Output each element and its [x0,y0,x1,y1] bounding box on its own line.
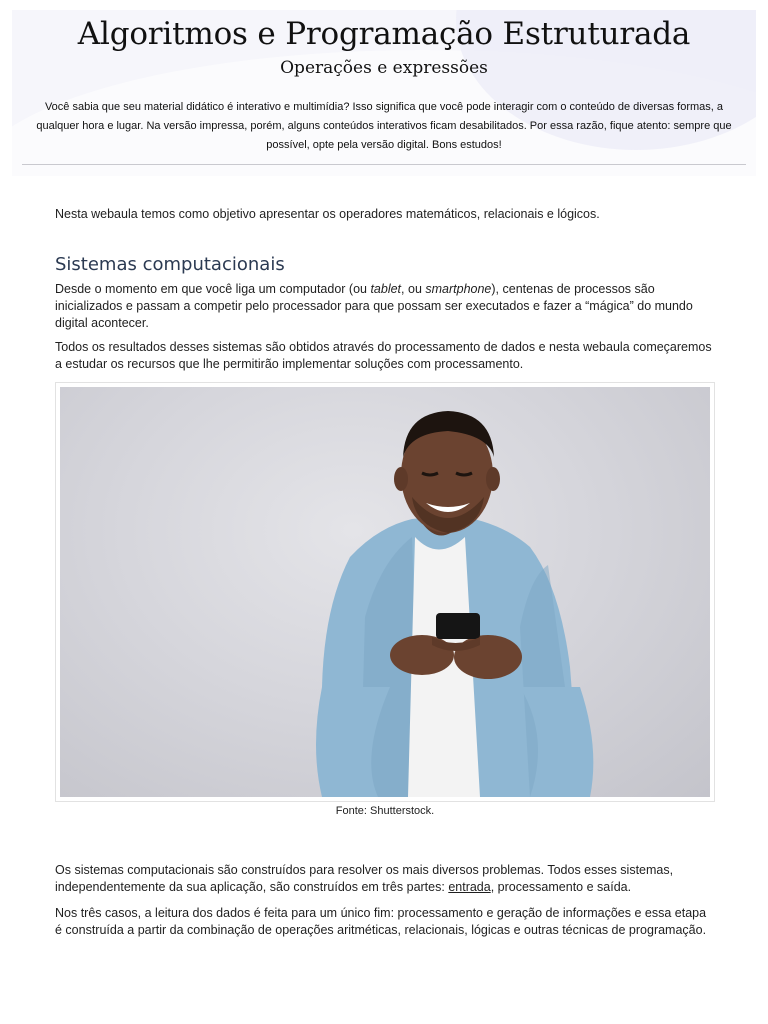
page-title: Algoritmos e Programação Estruturada [77,16,691,52]
p1-smartphone: smartphone [425,282,492,296]
photo-illustration [60,387,710,797]
objective-text: Nesta webaula temos como objetivo apresentar os operadores matemáticos, relacionais e lógicos. [55,207,600,221]
p3-part-b: , processamento e saída. [490,880,632,894]
page-subtitle: Operações e expressões [280,58,488,78]
entrada-link[interactable]: entrada [448,880,491,894]
paragraph-1 [55,281,715,332]
intro-note: Você sabia que seu material didático é interativo e multimídia? Isso significa que você pode interagir com o conteúdo de diversas formas, a qualquer hora e lugar. Na versão impressa, porém, alguns conteúdos interativos ficam desabilitados. Por essa razão, fique atento: sempre que possível, opte pela versão digital. Bons estudos! [36,101,732,151]
p1-part-a: Desde o momento em que você liga um computador (ou [55,282,371,296]
objective-block [55,206,715,223]
section-paragraph-2 [55,339,715,373]
figure-caption: Fonte: Shutterstock. [335,805,435,817]
paragraph-2: Todos os resultados desses sistemas são obtidos através do processamento de dados e nesta webaula começaremos a estudar os recursos que lhe permitirão implementar soluções com processamento. [55,340,712,371]
paragraph-4: Nos três casos, a leitura dos dados é feita para um único fim: processamento e geração de informações e essa etapa é construída a partir da combinação de operações aritméticas, relacionais, lógicas e outras técnicas de programação. [55,906,707,937]
header-divider [22,164,746,165]
section-heading: Sistemas computacionais [55,254,285,275]
section-paragraph-1 [55,281,715,332]
page-header [12,10,756,176]
p1-tablet: tablet [370,282,402,296]
p1-part-b: , ou [401,282,426,296]
photo-man-smartphone [60,387,710,797]
figure-frame [55,382,715,802]
p3-part-a: Os sistemas computacionais são construídos para resolver os mais diversos problemas. Todos esses sistemas, independentemente da sua aplicação, são construídos em três partes: [55,863,674,894]
p1-part-c: ), centenas de processos são inicializados e passam a competir pelo processador para que possam ser executados e fazer a “mágica” do mundo digital acontecer. [55,282,693,330]
after-paragraph-2 [55,905,715,939]
after-paragraph-1 [55,862,715,896]
paragraph-3 [55,862,715,896]
section-block [55,254,715,275]
